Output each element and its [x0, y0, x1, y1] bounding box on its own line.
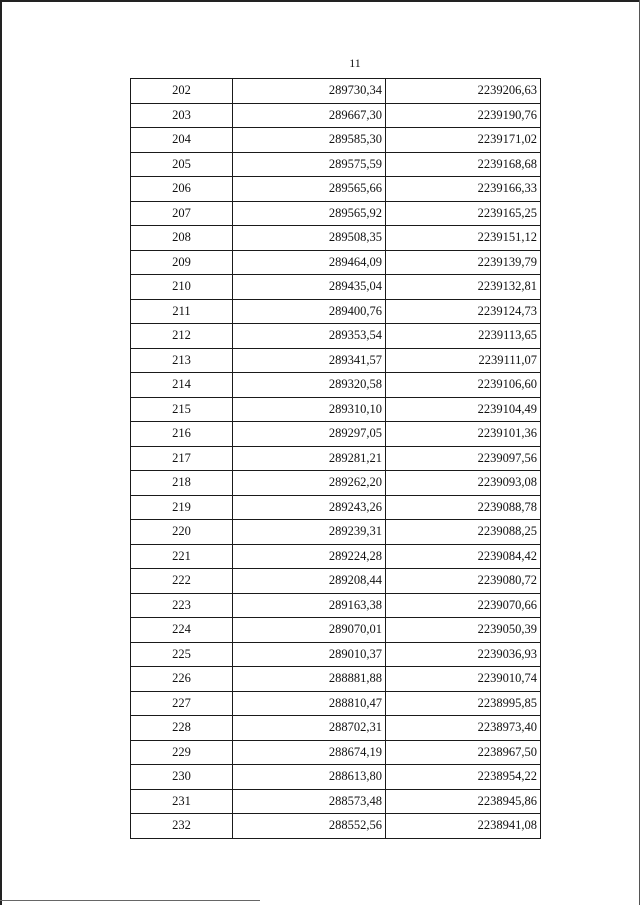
- table-row: [131, 446, 541, 471]
- scan-edge-left: [0, 0, 2, 905]
- y-coordinate-cell: 2239206,63: [386, 79, 541, 104]
- point-number-cell: 212: [131, 324, 233, 349]
- x-coordinate-cell: 289565,66: [233, 177, 386, 202]
- point-number-cell: 204: [131, 128, 233, 153]
- table-row: [131, 618, 541, 643]
- point-number-cell: 222: [131, 569, 233, 594]
- scan-edge-bottom: [0, 900, 260, 901]
- point-number-cell: 219: [131, 495, 233, 520]
- point-number-cell: 205: [131, 152, 233, 177]
- coordinates-table: [130, 78, 541, 839]
- x-coordinate-cell: 289353,54: [233, 324, 386, 349]
- point-number-cell: 206: [131, 177, 233, 202]
- point-number-cell: 203: [131, 103, 233, 128]
- x-coordinate-cell: 288552,56: [233, 814, 386, 839]
- x-coordinate-cell: 289730,34: [233, 79, 386, 104]
- table-row: [131, 373, 541, 398]
- y-coordinate-cell: 2239084,42: [386, 544, 541, 569]
- table-row: [131, 520, 541, 545]
- x-coordinate-cell: 289224,28: [233, 544, 386, 569]
- point-number-cell: 218: [131, 471, 233, 496]
- point-number-cell: 223: [131, 593, 233, 618]
- page-number: 11: [349, 56, 361, 70]
- point-number-cell: 224: [131, 618, 233, 643]
- x-coordinate-cell: 289341,57: [233, 348, 386, 373]
- table-row: [131, 544, 541, 569]
- y-coordinate-cell: 2239104,49: [386, 397, 541, 422]
- point-number-cell: 210: [131, 275, 233, 300]
- y-coordinate-cell: 2239050,39: [386, 618, 541, 643]
- x-coordinate-cell: 288702,31: [233, 716, 386, 741]
- y-coordinate-cell: 2238941,08: [386, 814, 541, 839]
- point-number-cell: 230: [131, 765, 233, 790]
- table-row: [131, 250, 541, 275]
- x-coordinate-cell: 288674,19: [233, 740, 386, 765]
- point-number-cell: 217: [131, 446, 233, 471]
- x-coordinate-cell: 288613,80: [233, 765, 386, 790]
- scan-edge-top: [0, 0, 640, 2]
- y-coordinate-cell: 2239165,25: [386, 201, 541, 226]
- point-number-cell: 226: [131, 667, 233, 692]
- y-coordinate-cell: 2239093,08: [386, 471, 541, 496]
- x-coordinate-cell: 289320,58: [233, 373, 386, 398]
- x-coordinate-cell: 289667,30: [233, 103, 386, 128]
- y-coordinate-cell: 2239070,66: [386, 593, 541, 618]
- point-number-cell: 202: [131, 79, 233, 104]
- y-coordinate-cell: 2239190,76: [386, 103, 541, 128]
- x-coordinate-cell: 289297,05: [233, 422, 386, 447]
- x-coordinate-cell: 289464,09: [233, 250, 386, 275]
- point-number-cell: 209: [131, 250, 233, 275]
- table-row: [131, 765, 541, 790]
- table-row: [131, 740, 541, 765]
- point-number-cell: 215: [131, 397, 233, 422]
- x-coordinate-cell: 289262,20: [233, 471, 386, 496]
- x-coordinate-cell: 289163,38: [233, 593, 386, 618]
- table-row: [131, 422, 541, 447]
- table-row: [131, 348, 541, 373]
- table-row: [131, 667, 541, 692]
- y-coordinate-cell: 2239080,72: [386, 569, 541, 594]
- point-number-cell: 207: [131, 201, 233, 226]
- x-coordinate-cell: 289310,10: [233, 397, 386, 422]
- x-coordinate-cell: 289508,35: [233, 226, 386, 251]
- point-number-cell: 216: [131, 422, 233, 447]
- y-coordinate-cell: 2238967,50: [386, 740, 541, 765]
- y-coordinate-cell: 2238954,22: [386, 765, 541, 790]
- x-coordinate-cell: 289010,37: [233, 642, 386, 667]
- x-coordinate-cell: 289281,21: [233, 446, 386, 471]
- table-row: [131, 226, 541, 251]
- point-number-cell: 232: [131, 814, 233, 839]
- x-coordinate-cell: 289208,44: [233, 569, 386, 594]
- x-coordinate-cell: 289239,31: [233, 520, 386, 545]
- y-coordinate-cell: 2239097,56: [386, 446, 541, 471]
- x-coordinate-cell: 289435,04: [233, 275, 386, 300]
- point-number-cell: 208: [131, 226, 233, 251]
- x-coordinate-cell: 289565,92: [233, 201, 386, 226]
- table-row: [131, 324, 541, 349]
- y-coordinate-cell: 2239124,73: [386, 299, 541, 324]
- table-row: [131, 152, 541, 177]
- y-coordinate-cell: 2239111,07: [386, 348, 541, 373]
- y-coordinate-cell: 2239088,78: [386, 495, 541, 520]
- x-coordinate-cell: 289585,30: [233, 128, 386, 153]
- table-row: [131, 275, 541, 300]
- x-coordinate-cell: 289400,76: [233, 299, 386, 324]
- coordinates-table-body: [131, 79, 541, 839]
- y-coordinate-cell: 2239036,93: [386, 642, 541, 667]
- y-coordinate-cell: 2239101,36: [386, 422, 541, 447]
- y-coordinate-cell: 2239166,33: [386, 177, 541, 202]
- point-number-cell: 229: [131, 740, 233, 765]
- y-coordinate-cell: 2238945,86: [386, 789, 541, 814]
- y-coordinate-cell: 2239106,60: [386, 373, 541, 398]
- point-number-cell: 225: [131, 642, 233, 667]
- x-coordinate-cell: 288810,47: [233, 691, 386, 716]
- y-coordinate-cell: 2239168,68: [386, 152, 541, 177]
- table-row: [131, 642, 541, 667]
- point-number-cell: 231: [131, 789, 233, 814]
- point-number-cell: 228: [131, 716, 233, 741]
- table-row: [131, 128, 541, 153]
- point-number-cell: 220: [131, 520, 233, 545]
- y-coordinate-cell: 2239151,12: [386, 226, 541, 251]
- table-row: [131, 716, 541, 741]
- table-row: [131, 103, 541, 128]
- table-row: [131, 691, 541, 716]
- y-coordinate-cell: 2239010,74: [386, 667, 541, 692]
- x-coordinate-cell: 289070,01: [233, 618, 386, 643]
- y-coordinate-cell: 2239139,79: [386, 250, 541, 275]
- y-coordinate-cell: 2238995,85: [386, 691, 541, 716]
- table-row: [131, 201, 541, 226]
- table-row: [131, 397, 541, 422]
- x-coordinate-cell: 289243,26: [233, 495, 386, 520]
- point-number-cell: 211: [131, 299, 233, 324]
- y-coordinate-cell: 2239171,02: [386, 128, 541, 153]
- x-coordinate-cell: 288573,48: [233, 789, 386, 814]
- point-number-cell: 221: [131, 544, 233, 569]
- point-number-cell: 214: [131, 373, 233, 398]
- y-coordinate-cell: 2239088,25: [386, 520, 541, 545]
- table-row: [131, 471, 541, 496]
- point-number-cell: 213: [131, 348, 233, 373]
- table-row: [131, 299, 541, 324]
- x-coordinate-cell: 288881,88: [233, 667, 386, 692]
- table-row: [131, 79, 541, 104]
- table-row: [131, 593, 541, 618]
- y-coordinate-cell: 2238973,40: [386, 716, 541, 741]
- x-coordinate-cell: 289575,59: [233, 152, 386, 177]
- table-row: [131, 569, 541, 594]
- table-row: [131, 789, 541, 814]
- table-row: [131, 177, 541, 202]
- table-row: [131, 495, 541, 520]
- table-row: [131, 814, 541, 839]
- y-coordinate-cell: 2239132,81: [386, 275, 541, 300]
- y-coordinate-cell: 2239113,65: [386, 324, 541, 349]
- point-number-cell: 227: [131, 691, 233, 716]
